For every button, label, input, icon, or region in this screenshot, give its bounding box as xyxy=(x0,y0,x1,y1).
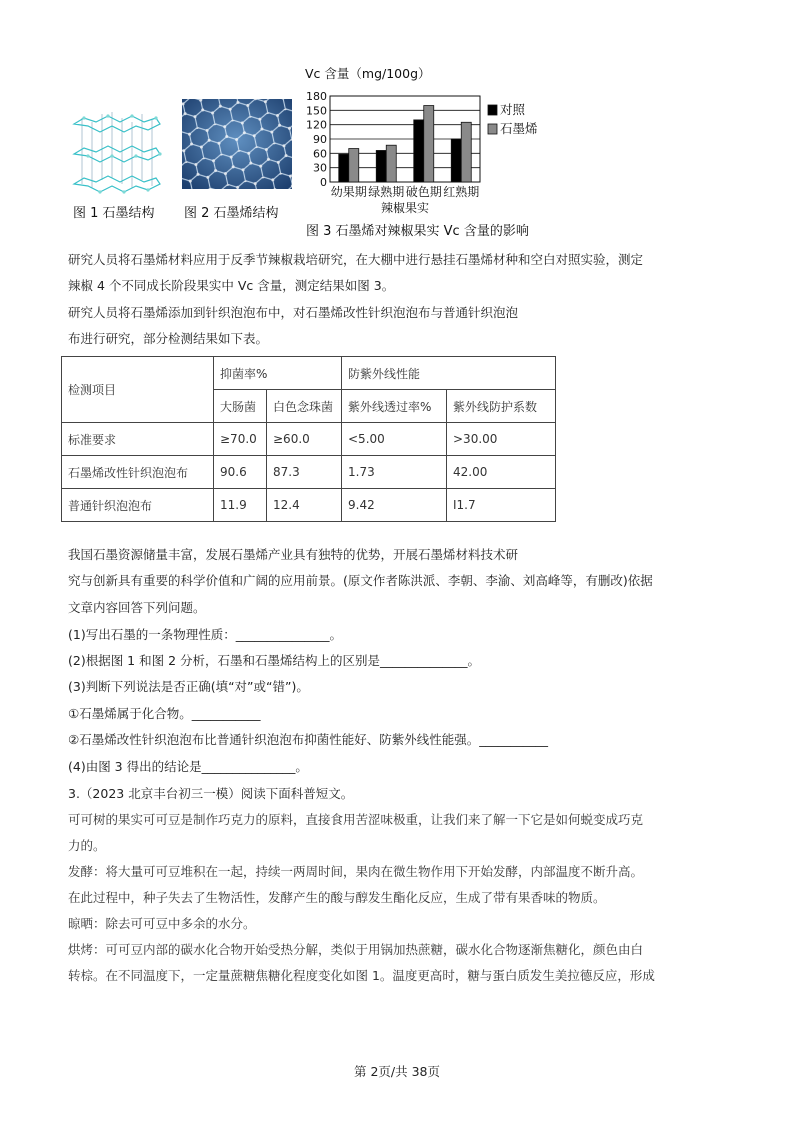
fig2-caption: 图 2 石墨烯结构 xyxy=(184,206,279,221)
x-tick-label: 绿熟期 xyxy=(368,185,405,199)
fig1-caption: 图 1 石墨结构 xyxy=(73,206,155,221)
table-cell: >30.00 xyxy=(447,423,556,456)
table-row-label: 普通针织泡泡布 xyxy=(62,489,214,522)
bar-对照-幼果期 xyxy=(339,154,349,182)
table-subheader-cell: 白色念珠菌 xyxy=(267,390,342,423)
table-cell: 42.00 xyxy=(447,456,556,489)
question-4: (4)由图 3 得出的结论是_______________。 xyxy=(68,759,308,774)
table-subheader-cell: 紫外线防护系数 xyxy=(447,390,556,423)
question-3: (3)判断下列说法是否正确(填“对”或“错”)。 xyxy=(68,679,309,694)
y-tick-label: 90 xyxy=(313,133,327,146)
paragraph-2-line-2: 布进行研究，部分检测结果如下表。 xyxy=(68,331,269,346)
table-cell: ≥60.0 xyxy=(267,423,342,456)
paragraph-1-line-1: 研究人员将石墨烯材料应用于反季节辣椒栽培研究，在大棚中进行悬挂石墨烯材种和空白对照实验，测定 xyxy=(68,252,644,267)
table-row xyxy=(62,423,556,456)
question-3-item-1: ①石墨烯属于化合物。___________ xyxy=(68,706,261,721)
section-3-paragraph-1-line-2: 力的。 xyxy=(68,838,106,853)
table-cell: I1.7 xyxy=(447,489,556,522)
graphene-structure-image xyxy=(182,99,292,189)
fig3-caption: 图 3 石墨烯对辣椒果实 Vc 含量的影响 xyxy=(306,224,529,239)
table-row xyxy=(62,456,556,489)
table-row-label: 标准要求 xyxy=(62,423,214,456)
table-cell: ≥70.0 xyxy=(214,423,267,456)
table-subheader-cell: 紫外线透过率% xyxy=(342,390,447,423)
section-3-paragraph-2-line-1: 发酵：将大量可可豆堆积在一起，持续一两周时间，果肉在微生物作用下开始发酵，内部温度不断升高。 xyxy=(68,864,644,879)
y-tick-label: 0 xyxy=(320,176,327,189)
chart-title: Vc 含量（mg/100g） xyxy=(305,66,431,81)
table-header-item: 检测项目 xyxy=(62,357,214,423)
legend-swatch-对照 xyxy=(488,105,497,115)
section-3-paragraph-1-line-1: 可可树的果实可可豆是制作巧克力的原料，直接食用苦涩味极重，让我们来了解一下它是如何蜕变成巧克 xyxy=(68,812,644,827)
page-footer: 第 2页/共 38页 xyxy=(353,1064,441,1079)
bar-对照-绿熟期 xyxy=(376,150,386,182)
table-cell: 90.6 xyxy=(214,456,267,489)
legend-swatch-石墨烯 xyxy=(488,124,497,134)
table-cell: 1.73 xyxy=(342,456,447,489)
section-3-heading: 3.（2023 北京丰台初三一模）阅读下面科普短文。 xyxy=(68,786,354,801)
section-3-paragraph-4-line-1: 烘烤：可可豆内部的碳水化合物开始受热分解，类似于用锅加热蔗糖，碳水化合物逐渐焦糖化，颜色由白 xyxy=(68,942,644,957)
table-subheader-cell: 大肠菌 xyxy=(214,390,267,423)
legend-label: 对照 xyxy=(500,102,526,117)
y-tick-label: 30 xyxy=(313,161,327,175)
y-tick-label: 120 xyxy=(306,118,327,132)
table-row-label: 石墨烯改性针织泡泡布 xyxy=(62,456,214,489)
x-tick-label: 红熟期 xyxy=(443,185,480,199)
question-3-item-2: ②石墨烯改性针织泡泡布比普通针织泡泡布抑菌性能好、防紫外线性能强。___________ xyxy=(68,732,548,747)
bar-对照-红熟期 xyxy=(451,139,461,182)
paragraph-3-line-3: 文章内容回答下列问题。 xyxy=(68,600,206,615)
y-tick-label: 180 xyxy=(306,90,327,103)
graphite-structure-image xyxy=(72,108,162,194)
bar-石墨烯-破色期 xyxy=(424,106,434,182)
section-3-paragraph-4-line-2: 转棕。在不同温度下，一定量蔗糖焦糖化程度变化如图 1。温度更高时，糖与蛋白质发生美拉德反应，形成 xyxy=(68,968,655,983)
table-cell: 87.3 xyxy=(267,456,342,489)
bar-石墨烯-红熟期 xyxy=(461,122,471,182)
paragraph-3-line-1: 我国石墨资源储量丰富，发展石墨烯产业具有独特的优势，开展石墨烯材料技术研 xyxy=(68,547,519,562)
table-cell: 12.4 xyxy=(267,489,342,522)
table-row xyxy=(62,489,556,522)
test-results-table xyxy=(61,356,556,522)
question-2: (2)根据图 1 和图 2 分析，石墨和石墨烯结构上的区别是______________。 xyxy=(68,653,481,668)
y-tick-label: 60 xyxy=(313,147,327,161)
x-tick-label: 幼果期 xyxy=(330,185,367,199)
bar-对照-破色期 xyxy=(414,120,424,182)
section-3-paragraph-3: 晾晒：除去可可豆中多余的水分。 xyxy=(68,916,256,931)
table-header-uv: 防紫外线性能 xyxy=(342,357,556,390)
legend-label: 石墨烯 xyxy=(500,121,538,136)
vc-content-bar-chart xyxy=(300,62,560,220)
x-tick-label: 破色期 xyxy=(405,185,442,199)
paragraph-3-line-2: 究与创新具有重要的科学价值和广阔的应用前景。(原文作者陈洪派、李朝、李渝、刘高峰等，有删改)依据 xyxy=(68,573,653,588)
section-3-paragraph-2-line-2: 在此过程中，种子失去了生物活性，发酵产生的酸与醇发生酯化反应，生成了带有果香味的物质。 xyxy=(68,890,606,905)
table-cell: <5.00 xyxy=(342,423,447,456)
paragraph-1-line-2: 辣椒 4 个不同成长阶段果实中 Vc 含量，测定结果如图 3。 xyxy=(68,278,395,293)
table-header-row xyxy=(62,357,556,390)
bar-石墨烯-绿熟期 xyxy=(386,145,396,182)
table-header-antibacterial: 抑菌率% xyxy=(214,357,342,390)
x-axis-label: 辣椒果实 xyxy=(380,201,430,215)
bar-石墨烯-幼果期 xyxy=(349,149,359,182)
paragraph-2-line-1: 研究人员将石墨烯添加到针织泡泡布中，对石墨烯改性针织泡泡布与普通针织泡泡 xyxy=(68,305,519,320)
question-1: (1)写出石墨的一条物理性质：_______________。 xyxy=(68,627,342,642)
table-cell: 9.42 xyxy=(342,489,447,522)
y-tick-label: 150 xyxy=(306,104,327,118)
table-cell: 11.9 xyxy=(214,489,267,522)
